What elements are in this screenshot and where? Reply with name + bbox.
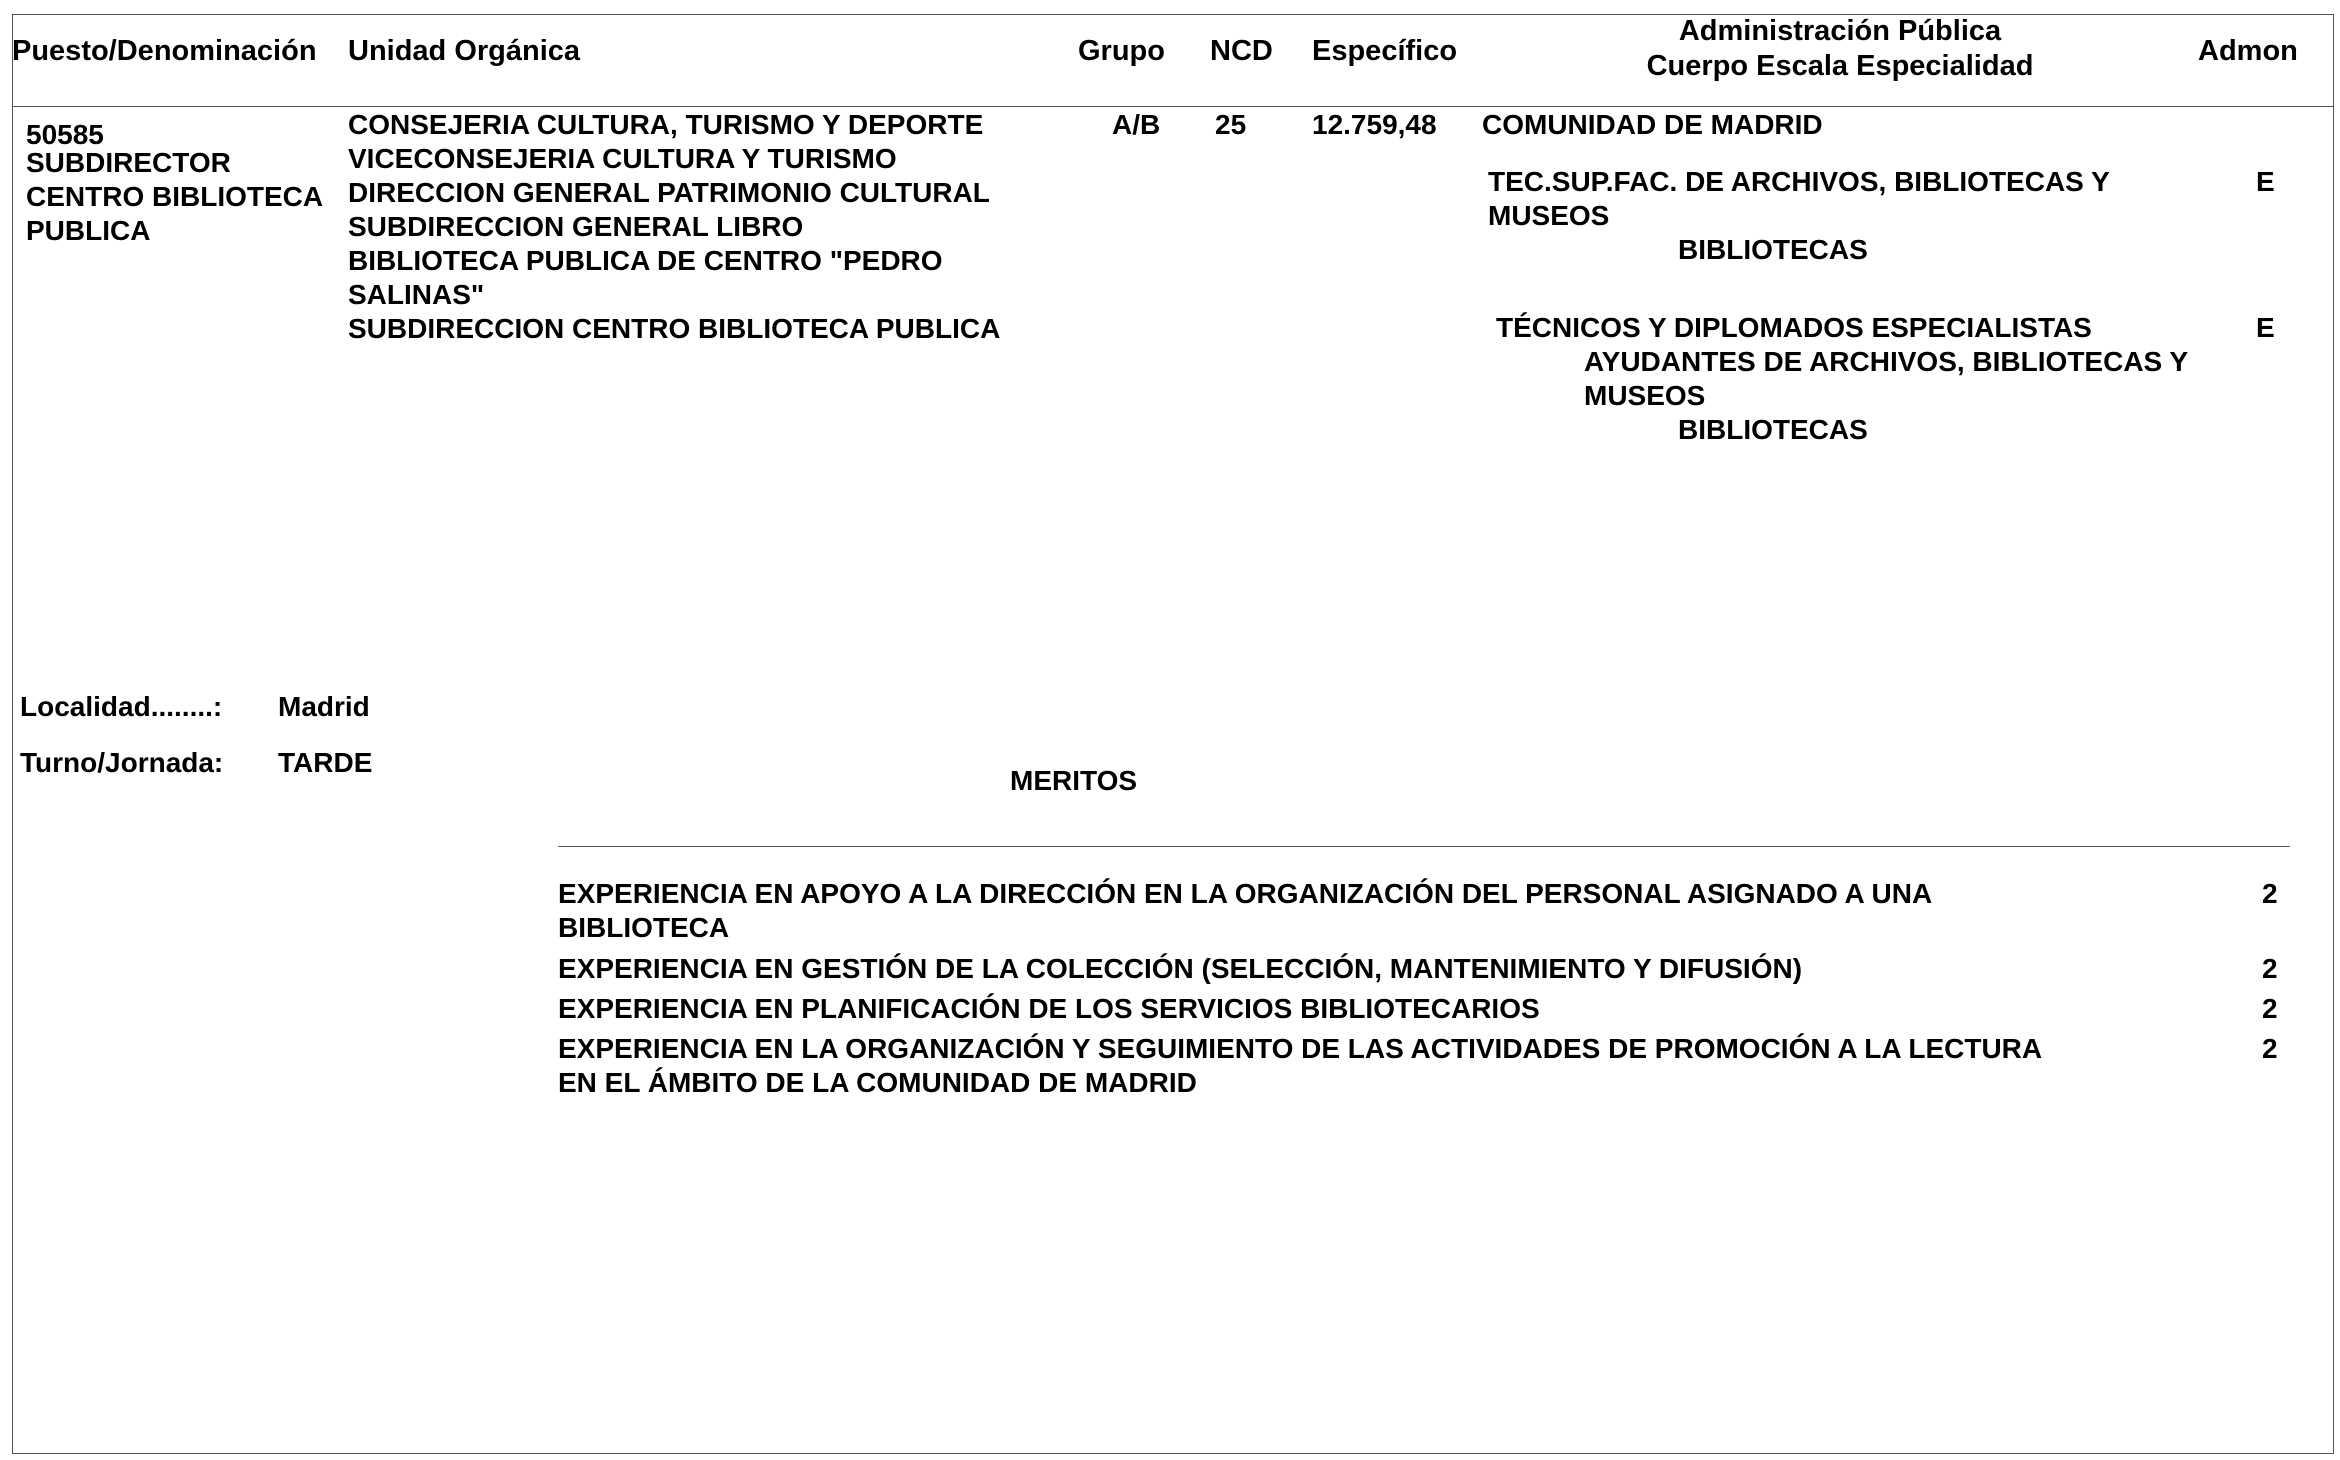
merito-line: EXPERIENCIA EN GESTIÓN DE LA COLECCIÓN (SELECCIÓN, MANTENIMIENTO Y DIFUSIÓN) bbox=[558, 953, 1803, 984]
unidad-line: DIRECCION GENERAL PATRIMONIO CULTURAL bbox=[348, 177, 990, 208]
cuerpo2-escala-line: MUSEOS bbox=[1584, 380, 1706, 411]
meritos-divider bbox=[558, 846, 2290, 847]
merito-line: EXPERIENCIA EN PLANIFICACIÓN DE LOS SERVICIOS BIBLIOTECARIOS bbox=[558, 993, 1540, 1024]
header-especifico: Específico bbox=[1312, 35, 1458, 67]
admin-name: COMUNIDAD DE MADRID bbox=[1482, 109, 1823, 140]
header-puesto: Puesto/Denominación bbox=[12, 35, 317, 67]
merito-line: EXPERIENCIA EN APOYO A LA DIRECCIÓN EN LA ORGANIZACIÓN DEL PERSONAL ASIGNADO A UNA bbox=[558, 878, 1933, 909]
merito-points: 2 bbox=[2262, 878, 2278, 909]
unidad-line: VICECONSEJERIA CULTURA Y TURISMO bbox=[348, 143, 897, 174]
merito-points: 2 bbox=[2262, 993, 2278, 1024]
localidad-label: Localidad........: bbox=[20, 691, 223, 722]
merito-points: 2 bbox=[2262, 1033, 2278, 1064]
cuerpo2-especialidad: BIBLIOTECAS bbox=[1678, 414, 1868, 445]
unidad-line: BIBLIOTECA PUBLICA DE CENTRO "PEDRO bbox=[348, 245, 943, 276]
header-grupo: Grupo bbox=[1078, 35, 1165, 67]
cuerpo1-line: MUSEOS bbox=[1488, 200, 1610, 231]
cuerpo2-admon: E bbox=[2256, 312, 2275, 343]
cuerpo2-escala-line: AYUDANTES DE ARCHIVOS, BIBLIOTECAS Y bbox=[1584, 346, 2189, 377]
unidad-line: SUBDIRECCION CENTRO BIBLIOTECA PUBLICA bbox=[348, 313, 1001, 344]
puesto-line: SUBDIRECTOR bbox=[26, 147, 231, 178]
cuerpo1-especialidad: BIBLIOTECAS bbox=[1678, 234, 1868, 265]
unidad-line: SALINAS" bbox=[348, 279, 485, 310]
puesto-code: 50585 bbox=[26, 119, 104, 150]
turno-value: TARDE bbox=[278, 747, 373, 778]
cuerpo2-name: TÉCNICOS Y DIPLOMADOS ESPECIALISTAS bbox=[1496, 312, 2092, 343]
merito-line: EN EL ÁMBITO DE LA COMUNIDAD DE MADRID bbox=[558, 1067, 1197, 1098]
cuerpo1-admon: E bbox=[2256, 166, 2275, 197]
header-divider bbox=[12, 106, 2334, 107]
header-ncd: NCD bbox=[1210, 35, 1273, 67]
unidad-line: SUBDIRECCION GENERAL LIBRO bbox=[348, 211, 804, 242]
header-admin-publica: Administración Pública bbox=[1678, 15, 2002, 47]
merito-line: BIBLIOTECA bbox=[558, 912, 730, 943]
header-cuerpo-escala: Cuerpo Escala Especialidad bbox=[1646, 50, 2034, 82]
header-unidad: Unidad Orgánica bbox=[348, 35, 581, 67]
unidad-line: CONSEJERIA CULTURA, TURISMO Y DEPORTE bbox=[348, 109, 984, 140]
turno-label: Turno/Jornada: bbox=[20, 747, 224, 778]
ncd-value: 25 bbox=[1215, 109, 1247, 140]
merito-line: EXPERIENCIA EN LA ORGANIZACIÓN Y SEGUIMIENTO DE LAS ACTIVIDADES DE PROMOCIÓN A LA LECTURA bbox=[558, 1033, 2043, 1064]
localidad-value: Madrid bbox=[278, 691, 370, 722]
puesto-line: CENTRO BIBLIOTECA bbox=[26, 181, 324, 212]
especifico-value: 12.759,48 bbox=[1312, 109, 1437, 140]
cuerpo1-line: TEC.SUP.FAC. DE ARCHIVOS, BIBLIOTECAS Y bbox=[1488, 166, 2110, 197]
merito-points: 2 bbox=[2262, 953, 2278, 984]
puesto-line: PUBLICA bbox=[26, 215, 151, 246]
grupo-value: A/B bbox=[1112, 109, 1161, 140]
meritos-title: MERITOS bbox=[1010, 765, 1138, 796]
header-admon: Admon bbox=[2198, 35, 2298, 67]
